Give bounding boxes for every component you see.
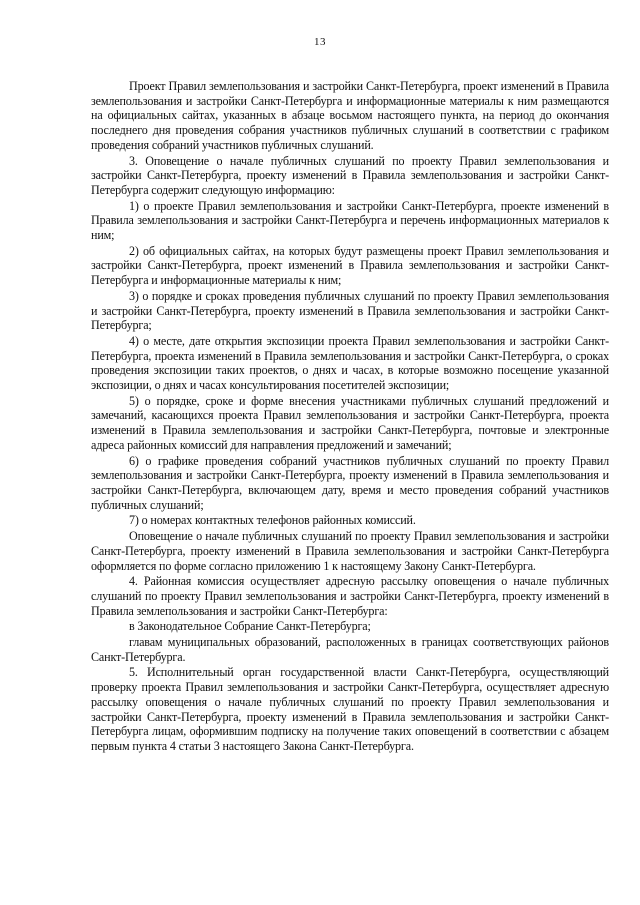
list-item-3: 3) о порядке и сроках проведения публичных слушаний по проекту Правил землепользования и застройки Санкт-Петербурга, проекту изменений в Правила землепользования и застройки Санкт-Петербурга;: [91, 288, 609, 333]
list-item-5: 5) о порядке, сроке и форме внесения участниками публичных слушаний предложений и замечаний, касающихся проекта Правил землепользования и застройки Санкт-Петербурга, проекта изменений в Правила землепользования и застройки Санкт-Петербурга, почтовые и электронные адреса районных комиссий для направления предложений и замечаний;: [91, 393, 609, 452]
list-item-4: 4) о месте, дате открытия экспозиции проекта Правил землепользования и застройки Санкт-Петербурга, проекта изменений в Правила землепользования и застройки Санкт-Петербурга, о сроках проведения экспозиции таких проектов, о днях и часах, в которые возможно посещение указанной экспозиции, о днях и часах консультирования посетителей экспозиции;: [91, 333, 609, 393]
recipient-municipal-heads: главам муниципальных образований, расположенных в границах соответствующих районов Санкт-Петербурга.: [91, 635, 609, 664]
paragraph-notice-form: Оповещение о начале публичных слушаний по проекту Правил землепользования и застройки Санкт-Петербурга, проекту изменений в Правила землепользования и застройки Санкт-Петербурга оформляется по форме согласно приложению 1 к настоящему Закону Санкт-Петербурга.: [91, 529, 609, 573]
list-item-6: 6) о графике проведения собраний участников публичных слушаний по проекту Правил землепользования и застройки Санкт-Петербурга, проекту изменений в Правила землепользования и застройки Санкт-Петербурга, включающем дату, время и место проведения собраний участников публичных слушаний;: [91, 453, 609, 512]
list-item-1: 1) о проекте Правил землепользования и застройки Санкт-Петербурга, проекте изменений в Правила землепользования и застройки Санкт-Петербурга и перечень информационных материалов к ним;: [91, 198, 609, 243]
list-item-2: 2) об официальных сайтах, на которых будут размещены проект Правил землепользования и застройки Санкт-Петербурга, проект изменений в Правила землепользования и застройки Санкт-Петербурга и информационные материалы к ним;: [91, 243, 609, 288]
paragraph-item-4: 4. Районная комиссия осуществляет адресную рассылку оповещения о начале публичных слушаний по проекту Правил землепользования и застройки Санкт-Петербурга, проекту изменений в Правила землепользования и застройки Санкт-Петербурга:: [91, 574, 609, 618]
page-number: 13: [314, 36, 326, 48]
paragraph-publication: Проект Правил землепользования и застройки Санкт-Петербурга, проект изменений в Правила землепользования и застройки Санкт-Петербурга и информационные материалы к ним размещаются на официальных сайтах, указанных в абзаце восьмом настоящего пункта, на период до окончания последнего дня проведения собрания участников публичных слушаний в соответствии с графиком проведения собраний участников публичных слушаний.: [91, 79, 609, 152]
paragraph-item-5: 5. Исполнительный орган государственной власти Санкт-Петербурга, осуществляющий проверку проекта Правил землепользования и застройки Санкт-Петербурга, осуществляет адресную рассылку оповещения о начале публичных слушаний по проекту Правил землепользования и застройки Санкт-Петербурга, проекту изменений в Правила землепользования и застройки Санкт-Петербурга лицам, оформившим подписку на получение таких оповещений в соответствии с абзацем первым пункта 4 статьи 3 настоящего Закона Санкт-Петербурга.: [91, 665, 609, 753]
recipient-legislative-assembly: в Законодательное Собрание Санкт-Петербурга;: [129, 619, 371, 634]
paragraph-item-3: 3. Оповещение о начале публичных слушаний по проекту Правил землепользования и застройки Санкт-Петербурга, проекту изменений в Правила землепользования и застройки Санкт-Петербурга содержит следующую информацию:: [91, 153, 609, 197]
list-item-7: 7) о номерах контактных телефонов районных комиссий.: [129, 513, 416, 528]
document-body: [91, 79, 609, 754]
